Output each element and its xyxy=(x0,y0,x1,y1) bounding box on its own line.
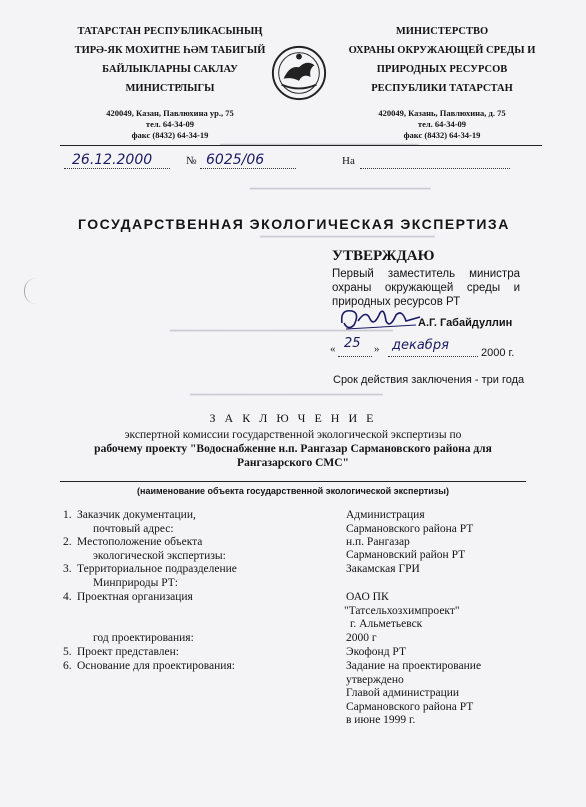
phone-line: тел. 64-34-09 xyxy=(417,119,467,129)
item-value: Сармановский район РТ xyxy=(346,549,466,561)
page-title: ГОСУДАРСТВЕННАЯ ЭКОЛОГИЧЕСКАЯ ЭКСПЕРТИЗА xyxy=(78,216,510,232)
approval-date-close xyxy=(374,343,380,355)
header-left-line: ТИРӘ-ЯК МОХИТНЕ ҺӘМ ТАБИГЫЙ xyxy=(74,45,266,56)
approval-heading: УТВЕРЖДАЮ xyxy=(332,248,435,264)
item-value: Экофонд РТ xyxy=(346,646,406,658)
item-number: 5. xyxy=(63,646,72,658)
doc-number-sign: № xyxy=(186,155,197,167)
approval-year: 2000 г. xyxy=(481,347,515,359)
item-value: Сармановского района РТ xyxy=(346,700,474,713)
header-left-line: ТАТАРСТАН РЕСПУБЛИКАСЫНЫҢ xyxy=(77,26,263,37)
item-label: Заказчик документации, xyxy=(77,509,196,521)
fax-line: факс (8432) 64-34-19 xyxy=(131,130,209,140)
item-label: Территориальное подразделение xyxy=(77,563,237,575)
bleed-through-text: ━━━━━━━━━━━━━━━━━━━━━━━━━━━━━ xyxy=(260,232,435,243)
bleed-through-text: ━━━━━━━━━━━━━━━━━━━━━━━━━━━━━━━━━━━━━ xyxy=(170,326,393,337)
conclusion-title: З А К Л Ю Ч Е Н И Е xyxy=(209,411,377,425)
item-label: Минприроды РТ: xyxy=(93,576,178,589)
approval-date xyxy=(330,343,336,355)
item-label: экологической экспертизы: xyxy=(93,549,226,562)
item-value: г. Альметьевск xyxy=(350,618,423,630)
item-value: ОАО ПК xyxy=(346,591,389,603)
quote-open: « xyxy=(330,343,336,355)
validity-note: Срок действия заключения - три года xyxy=(333,374,525,386)
list-item xyxy=(0,591,586,633)
item-label: Проектная организация xyxy=(77,591,193,603)
item-value: "Татсельхозхимпроект" xyxy=(344,604,460,617)
item-label: почтовый адрес: xyxy=(93,522,174,535)
doc-number-handwritten: 6025/06 xyxy=(206,152,265,168)
bleed-through-text: ━━━━━━━━━━━━━━━━━━━━━━━━━━━━━━━━━ xyxy=(220,140,419,151)
item-value: 2000 г xyxy=(346,632,377,644)
doc-na-label: На xyxy=(342,155,355,167)
item-number: 2. xyxy=(63,536,72,548)
item-value: н.п. Рангазар xyxy=(346,536,410,548)
bleed-through-text: ━━━━━━━━━━━━━━━━━━━━━━━━━━━━━━ xyxy=(250,184,431,195)
item-value: Главой администрации xyxy=(346,687,460,699)
item-value-row xyxy=(0,549,586,563)
doc-date-line xyxy=(64,168,170,169)
conclusion-subtitle xyxy=(78,428,508,470)
item-label: Проект представлен: xyxy=(77,646,179,658)
item-number: 1. xyxy=(63,509,72,521)
item-value: утверждено xyxy=(346,673,404,686)
item-value: Задание на проектирование xyxy=(346,660,482,672)
item-label: год проектирования: xyxy=(93,632,194,644)
doc-date-handwritten: 26.12.2000 xyxy=(72,152,153,168)
header-right-address xyxy=(332,108,552,141)
conclusion-line: рабочему проекту "Водоснабжение н.п. Рангазар Сармановского района для xyxy=(94,443,492,455)
header-left-block xyxy=(60,22,280,141)
header-right-line: ПРИРОДНЫХ РЕСУРСОВ xyxy=(376,64,508,75)
item-number: 3. xyxy=(63,563,72,575)
list-item xyxy=(0,646,586,660)
header-right-line: РЕСПУБЛИКИ ТАТАРСТАН xyxy=(371,83,513,94)
item-number: 6. xyxy=(63,660,72,672)
approval-month-line xyxy=(388,356,478,357)
list-item xyxy=(0,632,586,646)
item-value: Администрация xyxy=(346,509,425,521)
approval-day: 25 xyxy=(344,336,361,351)
header-left-address xyxy=(60,108,280,141)
header-right-block xyxy=(332,22,552,141)
list-item xyxy=(0,563,586,591)
phone-line: тел. 64-34-09 xyxy=(145,119,195,129)
doc-na-line xyxy=(360,168,510,169)
approval-position: Первый заместитель министра охраны окружающей среды и природных ресурсов РТ xyxy=(332,268,520,308)
conclusion-caption: (наименование объекта государственной экологической экспертизы) xyxy=(137,486,449,496)
item-label: Местоположение объекта xyxy=(77,536,203,548)
approval-day-line xyxy=(338,356,372,357)
signature xyxy=(336,303,426,335)
address-line: 420049, Казан, Павлюхина ур., 75 xyxy=(106,108,234,118)
quote-close: » xyxy=(374,343,380,355)
list-item xyxy=(0,660,586,730)
header-left-line: МИНИСТРЛЫГЫ xyxy=(125,83,215,94)
approval-signer: А.Г. Габайдуллин xyxy=(418,317,513,329)
tatarstan-emblem-icon xyxy=(270,44,328,102)
address-line: 420049, Казань, Павлюхина, д. 75 xyxy=(378,108,506,118)
approval-month: декабря xyxy=(392,338,449,353)
header-left-line: БАЙЛЫКЛАРНЫ САКЛАУ xyxy=(102,64,238,75)
item-label: Основание для проектирования: xyxy=(77,660,235,672)
item-value: Закамская ГРИ xyxy=(346,563,420,575)
conclusion-line: Рангазарского СМС" xyxy=(237,457,349,469)
item-value: в июне 1999 г. xyxy=(346,714,416,726)
item-value: Сармановского района РТ xyxy=(346,522,474,535)
fax-line: факс (8432) 64-34-19 xyxy=(403,130,481,140)
conclusion-divider xyxy=(60,481,526,482)
header-right-line: МИНИСТЕРСТВО xyxy=(395,26,489,37)
doc-number-line xyxy=(200,168,296,169)
header-divider xyxy=(60,145,542,146)
item-number: 4. xyxy=(63,591,72,603)
conclusion-line: экспертной комиссии государственной экологической экспертизы по xyxy=(124,429,462,441)
punch-hole xyxy=(24,278,39,304)
header-right-line: ОХРАНЫ ОКРУЖАЮЩЕЙ СРЕДЫ И xyxy=(348,45,536,56)
bleed-through-text: ━━━━━━━━━━━━━━━━━━━━━━━━━━━━━━━━ xyxy=(190,390,383,401)
